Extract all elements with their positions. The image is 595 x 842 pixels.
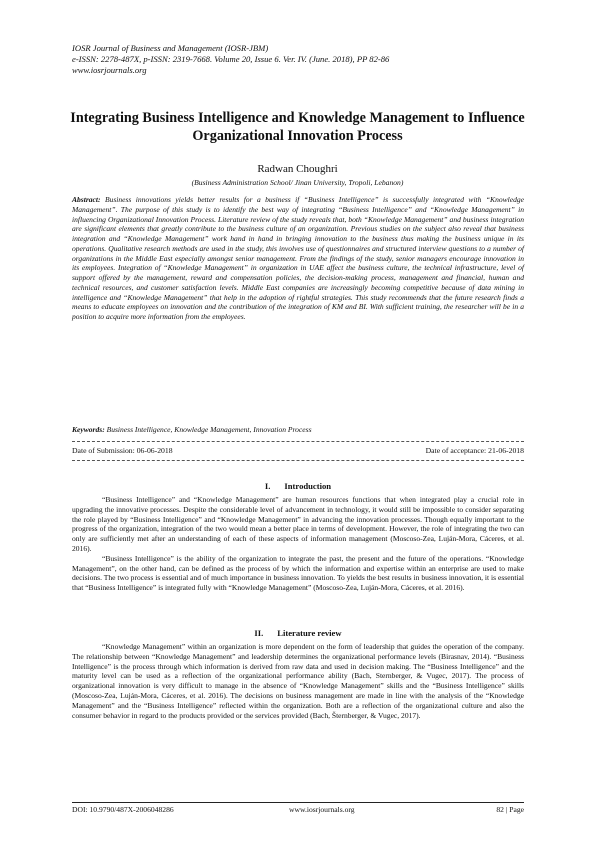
footer-page-number: 82 | Page bbox=[496, 805, 524, 814]
literature-review-body bbox=[72, 642, 524, 720]
author-name: Radwan Choughri bbox=[257, 163, 338, 175]
paragraph: “Business Intelligence” is the ability of the organization to integrate the past, the present and the future of the operations. “Knowledge Management”, on the other hand, can be defined as the process of by which the information and expertise within an enterprise are used to make decisions. The two process is essential and of much importance in business innovation. To yields the best results in business innovation, it is essential that “Business Intelligence” is integrated fully with “Knowledge Management” (Moscoso-Zea, Luján-Mora, Cáceres, et al. 2016). bbox=[72, 553, 524, 593]
author-affiliation: (Business Administration School/ Jinan University, Tropoli, Lebanon) bbox=[191, 178, 404, 187]
dashed-divider-top bbox=[72, 441, 524, 442]
submission-date: Date of Submission: 06-06-2018 bbox=[72, 446, 173, 455]
footer-website: www.iosrjournals.org bbox=[289, 805, 355, 814]
introduction-body bbox=[72, 495, 524, 593]
section-number: I. bbox=[264, 481, 271, 491]
section-title: Introduction bbox=[284, 481, 332, 491]
abstract-label: Abstract: bbox=[72, 195, 101, 204]
abstract bbox=[72, 195, 524, 322]
journal-header bbox=[72, 43, 524, 75]
paper-title: Integrating Business Intelligence and Knowledge Management to Influence Organizational Innovation Process bbox=[70, 110, 525, 144]
abstract-text: Business innovations yields better results for a business if “Business Intelligence” is successfully integrated with “Knowledge Management”. The purpose of this study is to identify the best way of integrating “Business Intelligence” and “Knowledge Management” in influencing Organizational Innovation Process. Literature review of the study reveals that, both “Knowledge Management” and business integration are significant elements that greatly contribute to the business culture of an organization. Previous studies on the subject also reveal that business integration and “Knowledge Management” work hand in hand in bringing innovation to the business thus making the business unique in its operations. Qualitative research methods are used in the study, this involves use of questionnaires and structured interview questions to a number of organizations in the Middle East especially amongst senior management. From the findings of the study, senior managers encourage innovation in its employees. Integration of “Knowledge Management” in organization in UAE affect the business culture, the technical infrastructure, level of support offered by the management, reward and compensation policies, the decision-making process, management and financial, human and technical resources, and customer satisfaction levels. Middle East companies are increasingly becoming competitive because of data mining in intelligence and “Knowledge Management” that help in the adoption of rightful strategies. This study recommends that the future research finds a means to educate employees on innovation and the contribution of the integration of KM and BI. With sufficient training, the researcher will be in a position to acquire more information from the employees. bbox=[72, 195, 524, 321]
page-footer bbox=[72, 802, 524, 815]
section-heading-introduction bbox=[72, 481, 524, 492]
journal-name: IOSR Journal of Business and Management (IOSR-JBM) bbox=[72, 43, 269, 53]
journal-issn-volume: e-ISSN: 2278-487X, p-ISSN: 2319-7668. Volume 20, Issue 6. Ver. IV. (June. 2018), PP 82-86 bbox=[72, 53, 390, 64]
acceptance-date: Date of acceptance: 21-06-2018 bbox=[425, 446, 524, 455]
section-title: Literature review bbox=[277, 628, 342, 638]
journal-website: www.iosrjournals.org bbox=[72, 64, 147, 75]
paragraph: “Knowledge Management” within an organization is more dependent on the form of leadership that guides the operation of the company. The relationship between “Knowledge Management” and leadership determines the organizational performance levels (Birasnav, 2014). “Business Intelligence” is the process through which information is derived from raw data and used in decision making. The “Business Intelligence” and the maturity level can be used as a reflection of the organizational performance ability (Bach, Sternberger, & Vugec, 2017). The process of organizational innovation is very difficult to manage in the absence of “Knowledge Management” skills and the “Business Intelligence” skills (Moscoso-Zea, Luján-Mora, Cáceres, et al. 2016). The decisions on business management are made in line with the analysis of the “Knowledge Management” and the “Business Intelligence” reflected within the organization. Both are a reflection of the organizational culture and also the consumer behavior in regard to the products provided or the services provided (Bach, Šternberger, & Vugec, 2017). bbox=[72, 642, 524, 720]
keywords bbox=[72, 425, 524, 435]
paragraph: “Business Intelligence” and “Knowledge Management” are human resources functions that when integrated play a crucial role in upgrading the innovative processes. Despite the considerable level of advancement in technology, it would still be impossible to consider separating the role played by “Business Intelligence” and “Knowledge Management” in advancing the innovation processes. Though equally important to the progress of the organization, integration of the two would mean a better place in terms of development. However, the role of integrating the two can only are sufficiently met after an understanding of each of these aspects of information management (Moscoso-Zea, Luján-Mora, Cáceres, et al. 2016). bbox=[72, 495, 524, 553]
dashed-divider-bottom bbox=[72, 460, 524, 461]
keywords-text: Business Intelligence, Knowledge Management, Innovation Process bbox=[106, 425, 312, 434]
section-heading-literature-review bbox=[72, 628, 524, 639]
keywords-label: Keywords: bbox=[72, 425, 105, 434]
section-number: II. bbox=[254, 628, 264, 638]
footer-doi: DOI: 10.9790/487X-2006048286 bbox=[72, 805, 174, 814]
